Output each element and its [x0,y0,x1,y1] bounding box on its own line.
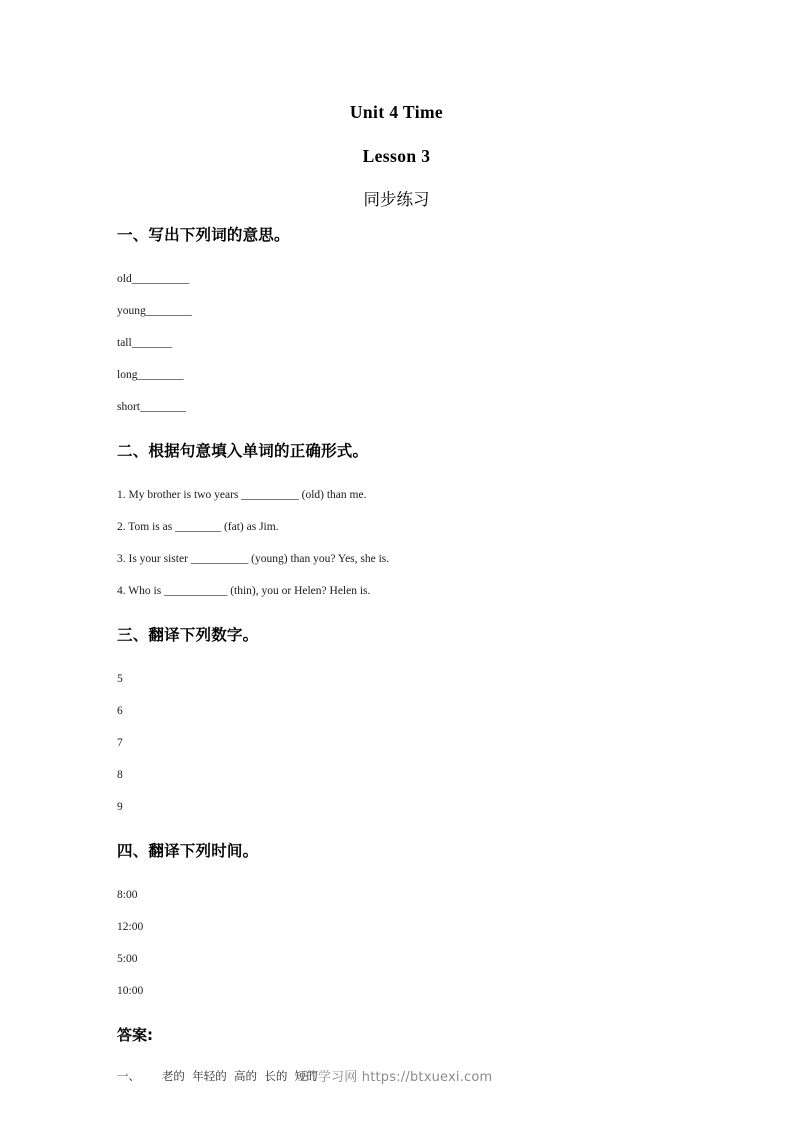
list-item: 10:00 [117,984,144,997]
section-3-item-list [117,674,717,814]
list-item: 4. Who is ___________ (thin), you or Helen? Helen is. [117,584,371,597]
document-title: Unit 4 Time [349,102,444,122]
section-4-item-list [117,890,717,998]
answers-heading: 答案: [117,1026,153,1044]
section-3-heading: 三、翻译下列数字。 [117,626,259,644]
list-item: 1. My brother is two years __________ (old) than me. [117,488,367,501]
section-2-item-list [117,490,717,598]
section-1-heading: 一、写出下列词的意思。 [117,226,290,244]
list-item: 7 [117,736,123,749]
spacer [117,460,717,490]
list-item: 6 [117,704,123,717]
list-item: 2. Tom is as ________ (fat) as Jim. [117,520,279,533]
answer-line: 一、 老的 年轻的 高的 长的 短的 [117,1069,318,1083]
section-1 [117,228,717,444]
section-1-item-list [117,274,717,414]
list-item: 3. Is your sister __________ (young) than you? Yes, she is. [117,552,390,565]
document-subtitle-exercise: 同步练习 [363,190,430,209]
section-2-heading: 二、根据句意填入单词的正确形式。 [117,442,369,460]
title-block [0,104,793,209]
footer-watermark: BT学习网 https://btxuexi.com [300,1070,493,1085]
section-4 [117,844,717,1028]
list-item: 5 [117,672,123,685]
list-item: 8:00 [117,888,138,901]
spacer [117,413,717,444]
list-item: tall_______ [117,336,172,349]
spacer [117,813,717,844]
spacer [117,597,717,628]
list-item: young________ [117,304,192,317]
spacer [117,244,717,274]
section-3 [117,628,717,844]
worksheet-content [117,228,717,1083]
spacer [117,644,717,674]
list-item: long________ [117,368,184,381]
spacer [117,997,717,1028]
list-item: old__________ [117,272,190,285]
section-4-heading: 四、翻译下列时间。 [117,842,259,860]
spacer [117,860,717,890]
spacer [117,1043,717,1071]
list-item: 9 [117,800,123,813]
list-item: 5:00 [117,952,138,965]
list-item: short________ [117,400,186,413]
section-2 [117,444,717,628]
list-item: 8 [117,768,123,781]
list-item: 12:00 [117,920,144,933]
document-subtitle-lesson: Lesson 3 [362,145,431,166]
